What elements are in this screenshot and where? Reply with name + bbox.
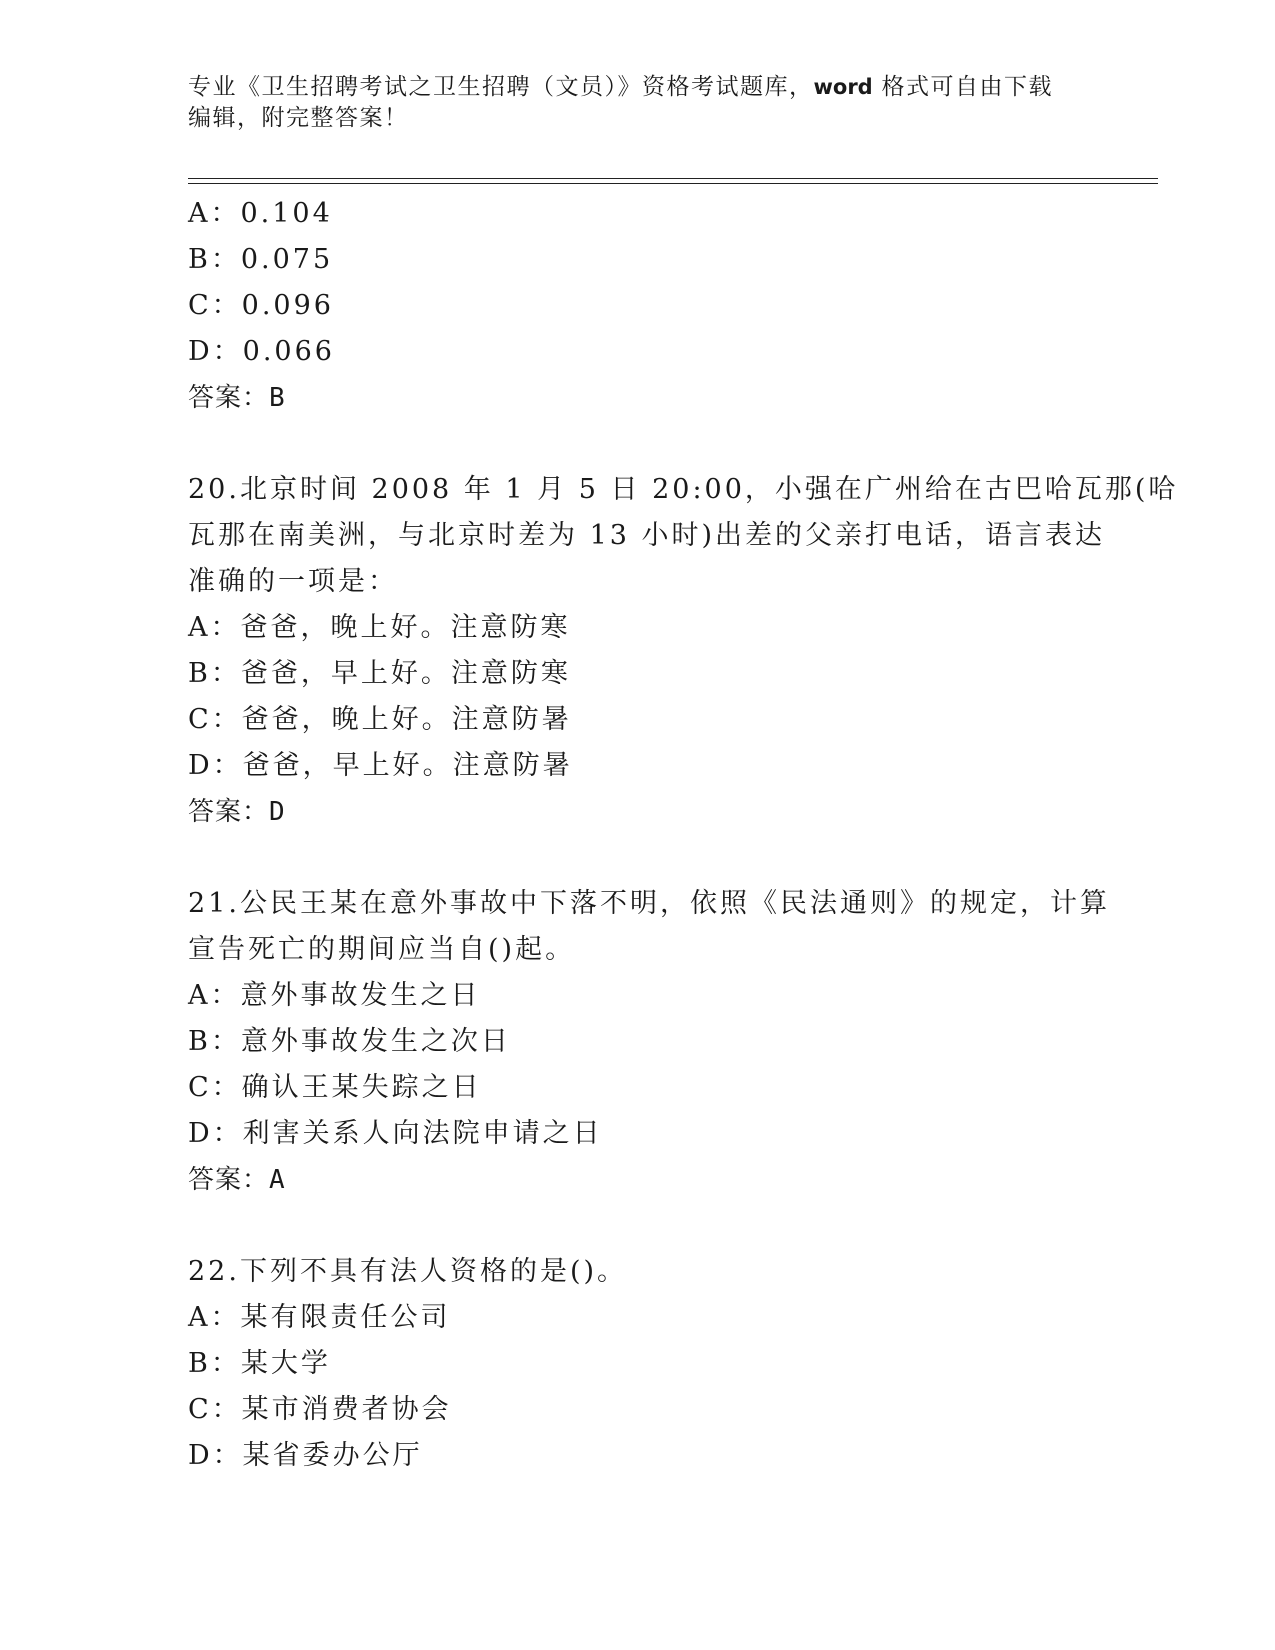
option-d: D：0.066 [188, 336, 335, 367]
header-line-2: 编辑，附完整答案！ [188, 105, 409, 131]
option-b: B：爸爸，早上好。注意防寒 [188, 658, 571, 689]
option-c: C：0.096 [188, 290, 334, 321]
option-b: B：0.075 [188, 244, 334, 275]
question-list [188, 191, 1179, 1479]
option-a: A：意外事故发生之日 [188, 980, 481, 1011]
option-d: D：某省委办公厅 [188, 1440, 423, 1471]
header-line-1 [188, 72, 1088, 103]
option-a: A：爸爸，晚上好。注意防寒 [188, 612, 571, 643]
question-stem-line: 宣告死亡的期间应当自()起。 [188, 934, 576, 965]
option-d: D：爸爸，早上好。注意防暑 [188, 750, 573, 781]
question-stem-line: 准确的一项是： [188, 566, 398, 597]
question-stem-line: 20.北京时间 2008 年 1 月 5 日 20:00，小强在广州给在古巴哈瓦那(哈 [188, 474, 1179, 505]
question-19 [188, 191, 1088, 421]
answer-label: 答案： [188, 383, 270, 413]
question-stem-line: 21.公民王某在意外事故中下落不明，依照《民法通则》的规定，计算 [188, 888, 1110, 919]
answer-value: A [269, 1165, 286, 1195]
header-line-1-suffix: 格式可自由下载 [872, 74, 1054, 100]
option-b: B：意外事故发生之次日 [188, 1026, 511, 1057]
answer-value: D [269, 797, 286, 827]
question-stem-line: 瓦那在南美洲，与北京时差为 13 小时)出差的父亲打电话，语言表达 [188, 520, 1106, 551]
option-c: C：爸爸，晚上好。注意防暑 [188, 704, 572, 735]
option-d: D：利害关系人向法院申请之日 [188, 1118, 603, 1149]
question-20 [188, 467, 1179, 835]
answer-label: 答案： [188, 797, 270, 827]
option-a: A：某有限责任公司 [188, 1302, 451, 1333]
header-word-format: word [813, 75, 873, 99]
header-divider-bottom [188, 183, 1158, 184]
answer-label: 答案： [188, 1165, 270, 1195]
document-header [188, 72, 1088, 134]
answer-value: B [269, 383, 286, 413]
question-21 [188, 881, 1110, 1203]
question-stem-line: 22.下列不具有法人资格的是()。 [188, 1256, 628, 1287]
question-spacer [188, 1203, 1088, 1249]
question-22 [188, 1249, 1088, 1479]
header-divider-top [188, 178, 1158, 179]
answer-line [188, 789, 1088, 835]
option-c: C：确认王某失踪之日 [188, 1072, 482, 1103]
option-a: A：0.104 [188, 198, 333, 229]
question-spacer [188, 421, 1088, 467]
option-c: C：某市消费者协会 [188, 1394, 452, 1425]
header-line-1-prefix: 专业《卫生招聘考试之卫生招聘（文员）》资格考试题库， [188, 74, 814, 100]
answer-line [188, 1157, 1088, 1203]
option-b: B：某大学 [188, 1348, 331, 1379]
question-spacer [188, 835, 1088, 881]
answer-line [188, 375, 1088, 421]
